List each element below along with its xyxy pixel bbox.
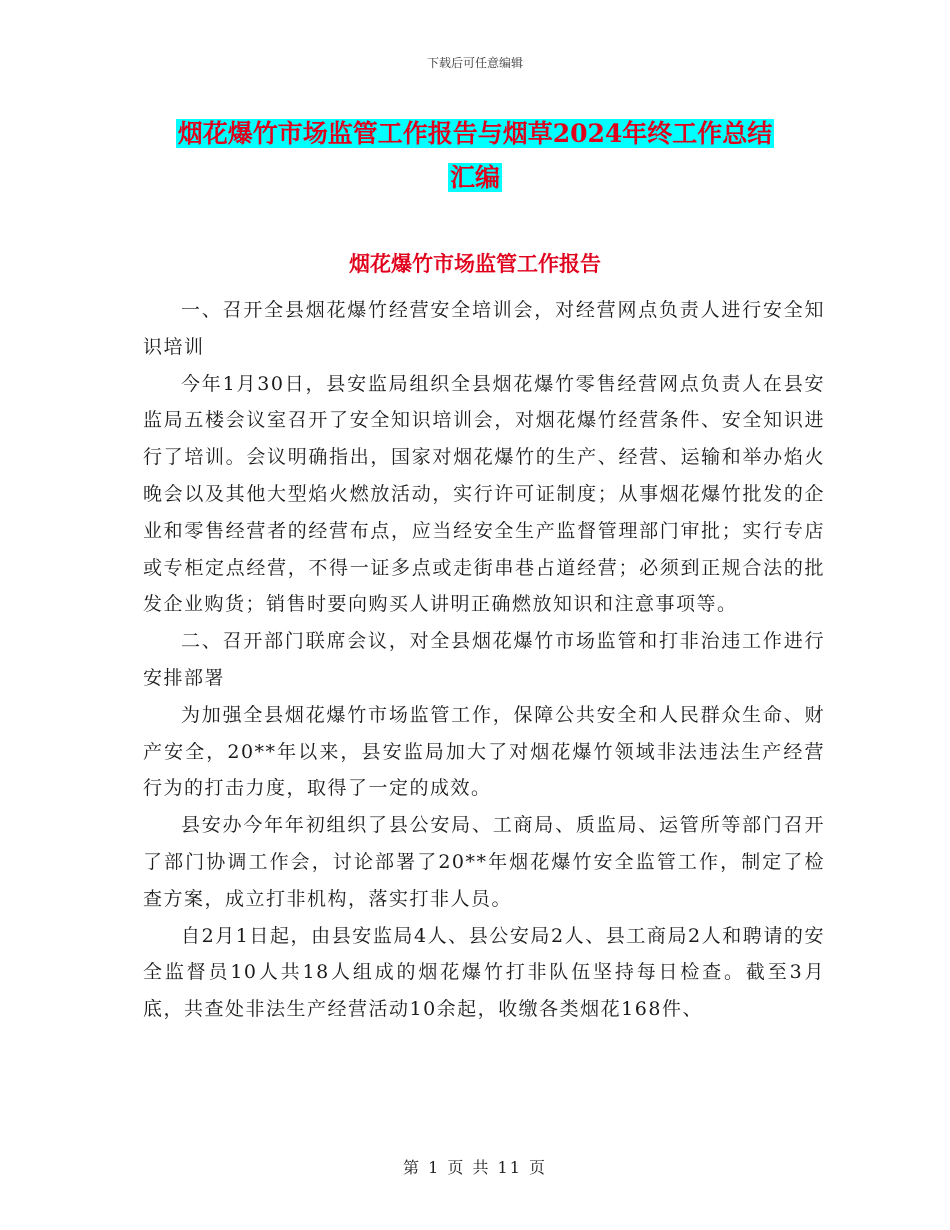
page-number: 第 1 页 共 11 页 [403,1158,547,1177]
header-note: 下载后可任意编辑 [426,56,523,70]
paragraph: 一、召开全县烟花爆竹经营安全培训会，对经营网点负责人进行安全知识培训 [143,299,825,358]
paragraph: 自2月1日起，由县安监局4人、县公安局2人、县工商局2人和聘请的安全监督员10人共18人组成的烟花爆竹打非队伍坚持每日检查。截至3月底，共查处非法生产经营活动10余起，收缴各类烟花168件、 [143,924,825,1021]
paragraph: 县安办今年年初组织了县公安局、工商局、质监局、运管所等部门召开了部门协调工作会，讨论部署了20**年烟花爆竹安全监管工作，制定了检查方案，成立打非机构，落实打非人员。 [143,814,825,910]
title-line-1: 烟花爆竹市场监管工作报告与烟草2024年终工作总结 [177,119,773,148]
document-title [0,112,950,200]
document-body [143,292,825,1028]
paragraph: 为加强全县烟花爆竹市场监管工作，保障公共安全和人民群众生命、财产安全，20**年以来，县安监局加大了对烟花爆竹领域非法违法生产经营行为的打击力度，取得了一定的成效。 [143,703,825,800]
title-line-2: 汇编 [449,163,500,192]
paragraph: 今年1月30日，县安监局组织全县烟花爆竹零售经营网点负责人在县安监局五楼会议室召开了安全知识培训会，对烟花爆竹经营条件、安全知识进行了培训。会议明确指出，国家对烟花爆竹的生产、经营、运输和举办焰火晚会以及其他大型焰火燃放活动，实行许可证制度；从事烟花爆竹批发的企业和零售经营者的经营布点，应当经安全生产监督管理部门审批；实行专店或专柜定点经营，不得一证多点或走街串巷占道经营；必须到正规合法的批发企业购货；销售时要向购买人讲明正确燃放知识和注意事项等。 [143,372,825,616]
paragraph: 二、召开部门联席会议，对全县烟花爆竹市场监管和打非治违工作进行安排部署 [143,630,825,689]
section-title: 烟花爆竹市场监管工作报告 [349,251,601,276]
